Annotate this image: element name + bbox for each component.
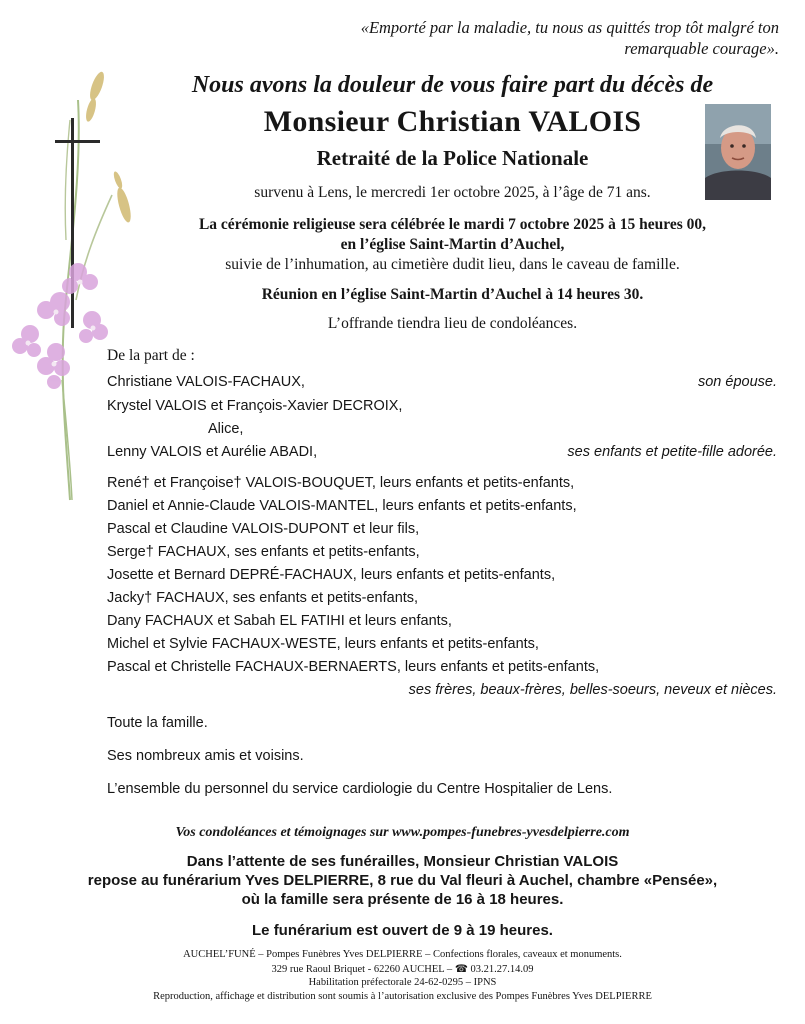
address-line	[0, 963, 805, 975]
death-details: survenu à Lens, le mercredi 1er octobre 2025, à l’âge de 71 ans.	[254, 184, 651, 201]
offering-line: L’offrande tiendra lieu de condoléances.	[327, 315, 578, 332]
sibling-line: Dany FACHAUX et Sabah EL FATIHI et leurs enfants,	[107, 613, 452, 629]
children-relation: ses enfants et petite-fille adorée.	[567, 444, 777, 460]
spouse-relation: son épouse.	[697, 374, 777, 390]
ceremony-line-1: La cérémonie religieuse sera célébrée le mardi 7 octobre 2025 à 15 heures 00,	[198, 216, 707, 233]
child-line: Lenny VALOIS et Aurélie ABADI,	[107, 444, 318, 460]
sibling-line: Pascal et Claudine VALOIS-DUPONT et leur fils,	[107, 521, 420, 537]
announcement-headline: Nous avons la douleur de vous faire part du décès de	[191, 72, 714, 98]
condolences-website: Vos condoléances et témoignages sur www.pompes-funebres-yvesdelpierre.com	[175, 825, 630, 840]
sibling-line: Josette et Bernard DEPRÉ-FACHAUX, leurs enfants et petits-enfants,	[107, 567, 556, 583]
epitaph-quote: «Emporté par la maladie, tu nous as quittés trop tôt malgré ton remarquable courage».	[360, 18, 779, 58]
sibling-line: Serge† FACHAUX, ses enfants et petits-enfants,	[107, 544, 420, 560]
repose-line-2: repose au funérarium Yves DELPIERRE, 8 rue du Val fleuri à Auchel, chambre «Pensée»,	[87, 872, 718, 889]
license-line: Habilitation préfectorale 24-62-0295 – IPNS	[308, 977, 497, 988]
staff-line: L’ensemble du personnel du service cardiologie du Centre Hospitalier de Lens.	[107, 781, 613, 797]
repose-line-1: Dans l’attente de ses funérailles, Monsieur Christian VALOIS	[186, 853, 619, 870]
friends-line: Ses nombreux amis et voisins.	[107, 748, 304, 764]
family-intro: De la part de :	[107, 347, 195, 364]
whole-family-line: Toute la famille.	[107, 715, 208, 731]
deceased-name: Monsieur Christian VALOIS	[263, 105, 642, 138]
sibling-line: Jacky† FACHAUX, ses enfants et petits-enfants,	[107, 590, 419, 606]
company-line: AUCHEL’FUNÉ – Pompes Funèbres Yves DELPIERRE – Confections florales, caveaux et monuments.	[183, 949, 622, 960]
ceremony-line-2: en l’église Saint-Martin d’Auchel,	[340, 236, 565, 253]
gathering-line: Réunion en l’église Saint-Martin d’Auchel à 14 heures 30.	[261, 286, 644, 303]
address-text: 329 rue Raoul Briquet - 62260 AUCHEL –	[271, 964, 453, 975]
sibling-line: Michel et Sylvie FACHAUX-WESTE, leurs enfants et petits-enfants,	[107, 636, 539, 652]
child-line: Alice,	[208, 421, 244, 437]
spouse-name: Christiane VALOIS-FACHAUX,	[107, 374, 305, 390]
deceased-title: Retraité de la Police Nationale	[316, 146, 589, 170]
sibling-line: Daniel et Annie-Claude VALOIS-MANTEL, leurs enfants et petits-enfants,	[107, 498, 577, 514]
repose-line-3: où la famille sera présente de 16 à 18 heures.	[241, 891, 564, 908]
phone-icon: ☎	[454, 964, 468, 975]
ceremony-line-3: suivie de l’inhumation, au cimetière dudit lieu, dans le caveau de famille.	[225, 256, 680, 273]
rights-line: Reproduction, affichage et distribution sont soumis à l’autorisation exclusive des Pompes Funèbres Yves DELPIERRE	[153, 991, 652, 1002]
sibling-line: Pascal et Christelle FACHAUX-BERNAERTS, leurs enfants et petits-enfants,	[107, 659, 600, 675]
siblings-relation: ses frères, beaux-frères, belles-soeurs, neveux et nièces.	[408, 682, 777, 698]
child-line: Krystel VALOIS et François-Xavier DECROIX,	[107, 398, 403, 414]
sibling-line: René† et Françoise† VALOIS-BOUQUET, leurs enfants et petits-enfants,	[107, 475, 575, 491]
funeral-home-hours: Le funérarium est ouvert de 9 à 19 heures.	[252, 922, 553, 939]
phone-number: 03.21.27.14.09	[470, 964, 534, 975]
